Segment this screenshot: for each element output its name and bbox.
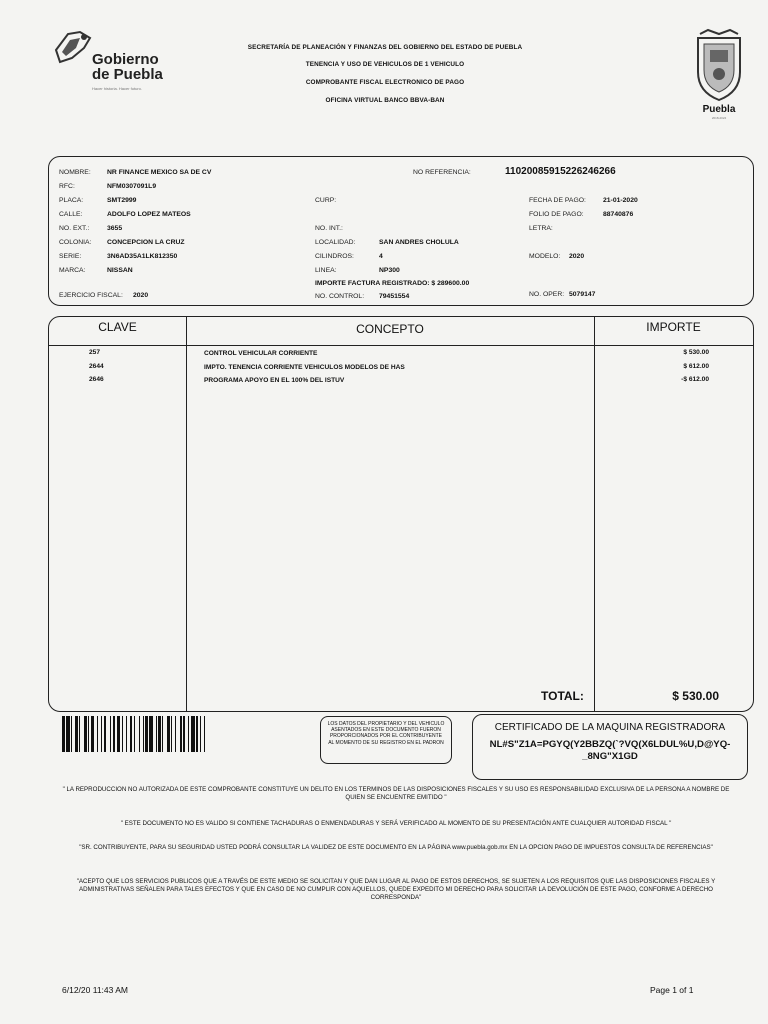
barcode-bar <box>188 716 189 752</box>
barcode-bar <box>122 716 123 752</box>
barcode-bar <box>79 716 80 752</box>
no-control-label: NO. CONTROL: <box>315 293 365 300</box>
legal-notice-1: " LA REPRODUCCION NO AUTORIZADA DE ESTE COMPROBANTE CONSTITUYE UN DELITO EN LOS TERMINOS DE LAS DISPOSICIONES FISCALES Y SU USO ES RESPONSABILIDAD EXCLUSIVA DE LA PERSONA A NOMBRE DE QUIEN SE ENCUENTRE EMITIDO " <box>62 786 730 801</box>
fecha-pago-label: FECHA DE PAGO: <box>529 197 586 204</box>
barcode-bar <box>110 716 111 752</box>
col-header-concepto: CONCEPTO <box>356 322 424 336</box>
barcode-bar <box>145 716 148 752</box>
barcode <box>62 716 290 752</box>
row-clave: 2646 <box>89 376 104 383</box>
concept-table <box>48 316 754 712</box>
cilindros-value: 4 <box>379 253 383 260</box>
barcode-bar <box>191 716 195 752</box>
barcode-bar <box>139 716 140 752</box>
barcode-bar <box>175 716 176 752</box>
modelo-value: 2020 <box>569 253 585 260</box>
marca-value: NISSAN <box>107 267 133 274</box>
barcode-bar <box>117 716 121 752</box>
owner-data-note: LOS DATOS DEL PROPIETARIO Y DEL VEHICULO ASENTADOS EN ESTE DOCUMENTO FUERON PROPORCIONADOS POR EL CONTRIBUYENTE AL MOMENTO DE SU REGISTRO EN EL PADRON <box>320 716 452 764</box>
column-divider <box>186 317 187 711</box>
linea-value: NP300 <box>379 267 400 274</box>
barcode-bar <box>130 716 133 752</box>
ejercicio-fiscal-label: EJERCICIO FISCAL: <box>59 292 123 299</box>
no-int-label: NO. INT.: <box>315 225 343 232</box>
barcode-bar <box>71 716 72 752</box>
barcode-bar <box>180 716 181 752</box>
legal-notice-4: "ACEPTO QUE LOS SERVICIOS PUBLICOS QUE A TRAVÉS DE ESTE MEDIO SE SOLICITAN Y QUE DAN LUGAR AL PAGO DE ESTOS DERECHOS, SE SUJETEN A LOS REQUISITOS QUE LAS DISPOSICIONES FISCALES Y ADMINISTRATIVAS SEÑALEN PARA TALES EFECTOS Y QUE EN CASO DE NO CUMPLIR CON AQUELLOS, QUEDE EXPEDITO MI DERECHO PARA SOLICITAR LA DEVOLUCIÓN DE ESTE PAGO, CONFORME A DERECHO CORRESPONDA" <box>76 878 716 901</box>
no-ext-label: NO. EXT.: <box>59 225 90 232</box>
placa-label: PLACA: <box>59 197 84 204</box>
col-header-importe: IMPORTE <box>646 320 701 334</box>
colonia-label: COLONIA: <box>59 239 92 246</box>
barcode-bar <box>149 716 153 752</box>
barcode-bar <box>143 716 144 752</box>
barcode-bar <box>88 716 89 752</box>
folio-pago-value: 88740876 <box>603 211 634 218</box>
header-line-4: OFICINA VIRTUAL BANCO BBVA-BAN <box>325 97 445 104</box>
folio-pago-label: FOLIO DE PAGO: <box>529 211 584 218</box>
letra-label: LETRA: <box>529 225 553 232</box>
fecha-pago-value: 21-01-2020 <box>603 197 638 204</box>
nombre-label: NOMBRE: <box>59 169 91 176</box>
logo-tagline: Hacer historia. Hacer futuro. <box>92 86 143 91</box>
row-importe: -$ 612.00 <box>681 376 709 383</box>
row-concepto: IMPTO. TENENCIA CORRIENTE VEHICULOS MODELOS DE HAS <box>204 364 405 371</box>
barcode-bar <box>171 716 172 752</box>
no-oper-label: NO. OPER: <box>529 291 565 298</box>
row-concepto: CONTROL VEHICULAR CORRIENTE <box>204 350 318 357</box>
certificate-box <box>472 714 748 780</box>
nombre-value: NR FINANCE MEXICO SA DE CV <box>107 169 212 176</box>
barcode-bar <box>91 716 95 752</box>
no-oper-value: 5079147 <box>569 291 596 298</box>
row-concepto: PROGRAMA APOYO EN EL 100% DEL ISTUV <box>204 377 345 384</box>
barcode-bar <box>134 716 135 752</box>
barcode-bar <box>75 716 78 752</box>
header-line-2: TENENCIA Y USO DE VEHICULOS DE 1 VEHICULO <box>305 61 465 68</box>
seal-sub: 2018-2024 <box>711 116 727 120</box>
gobierno-puebla-logo <box>48 26 168 96</box>
barcode-bar <box>97 716 98 752</box>
barcode-bar <box>66 716 70 752</box>
total-label: TOTAL: <box>541 689 584 703</box>
curp-label: CURP: <box>315 197 337 204</box>
barcode-bar <box>204 716 205 752</box>
page-indicator: Page 1 of 1 <box>650 985 694 995</box>
modelo-label: MODELO: <box>529 253 561 260</box>
barcode-bar <box>84 716 87 752</box>
logo-wordmark: Gobierno de Puebla <box>92 51 163 83</box>
barcode-bar <box>156 716 157 752</box>
header-divider <box>49 345 753 346</box>
row-importe: $ 612.00 <box>683 363 709 370</box>
placa-value: SMT2999 <box>107 197 137 204</box>
puebla-emblem-icon <box>50 28 96 68</box>
localidad-label: LOCALIDAD: <box>315 239 356 246</box>
barcode-bar <box>104 716 107 752</box>
barcode-bar <box>101 716 102 752</box>
row-clave: 2644 <box>89 363 104 370</box>
barcode-bar <box>183 716 186 752</box>
certificate-code: NL#S"Z1A=PGYQ(Y2BBZQ(`?VQ(X6LDUL%U,D@YQ-_8NG"X1GD <box>489 739 731 762</box>
barcode-bar <box>196 716 199 752</box>
legal-notice-3: "SR. CONTRIBUYENTE, PARA SU SEGURIDAD USTED PODRÁ CONSULTAR LA VALIDEZ DE ESTE DOCUMENTO EN LA PÁGINA www.puebla.gob.mx EN LA OPCION PAGO DE IMPUESTOS CONSULTA DE REFERENCIAS" <box>79 844 713 851</box>
column-divider <box>594 317 595 711</box>
row-importe: $ 530.00 <box>683 349 709 356</box>
certificate-title: CERTIFICADO DE LA MAQUINA REGISTRADORA <box>494 722 726 733</box>
taxpayer-info-box <box>48 156 754 306</box>
barcode-bar <box>158 716 161 752</box>
serie-label: SERIE: <box>59 253 82 260</box>
col-header-clave: CLAVE <box>98 320 137 334</box>
print-timestamp: 6/12/20 11:43 AM <box>62 985 129 995</box>
no-referencia-value: 11020085915226246266 <box>505 166 616 177</box>
colonia-value: CONCEPCION LA CRUZ <box>107 239 185 246</box>
cilindros-label: CILINDROS: <box>315 253 354 260</box>
barcode-bar <box>167 716 170 752</box>
calle-label: CALLE: <box>59 211 83 218</box>
serie-value: 3N6AD35A1LK812350 <box>107 253 178 260</box>
barcode-bar <box>200 716 201 752</box>
localidad-value: SAN ANDRES CHOLULA <box>379 239 459 246</box>
total-value: $ 530.00 <box>672 689 719 703</box>
importe-factura: IMPORTE FACTURA REGISTRADO: $ 289600.00 <box>315 280 470 287</box>
legal-notice-2: " ESTE DOCUMENTO NO ES VALIDO SI CONTIENE TACHADURAS O ENMENDADURAS Y SERÁ VERIFICADO AL MOMENTO DE SU PRESENTACIÓN ANTE CUALQUIER AUTORIDAD FISCAL " <box>120 820 672 827</box>
calle-value: ADOLFO LOPEZ MATEOS <box>107 211 191 218</box>
seal-label: Puebla <box>702 104 736 115</box>
no-ext-value: 3655 <box>107 225 123 232</box>
barcode-bar <box>113 716 116 752</box>
header-line-3: COMPROBANTE FISCAL ELECTRONICO DE PAGO <box>305 79 465 86</box>
ejercicio-fiscal-value: 2020 <box>133 292 149 299</box>
header-line-1: SECRETARÍA DE PLANEACIÓN Y FINANZAS DEL GOBIERNO DEL ESTADO DE PUEBLA <box>247 44 523 51</box>
barcode-bar <box>126 716 127 752</box>
rfc-label: RFC: <box>59 183 75 190</box>
no-control-value: 79451554 <box>379 293 410 300</box>
puebla-seal <box>690 28 748 118</box>
rfc-value: NFM0307091L9 <box>107 183 157 190</box>
barcode-bar <box>162 716 163 752</box>
barcode-bar <box>62 716 65 752</box>
row-clave: 257 <box>89 349 101 356</box>
no-referencia-label: NO REFERENCIA: <box>413 169 471 176</box>
marca-label: MARCA: <box>59 267 86 274</box>
linea-label: LINEA: <box>315 267 337 274</box>
coat-of-arms-icon <box>690 28 748 104</box>
